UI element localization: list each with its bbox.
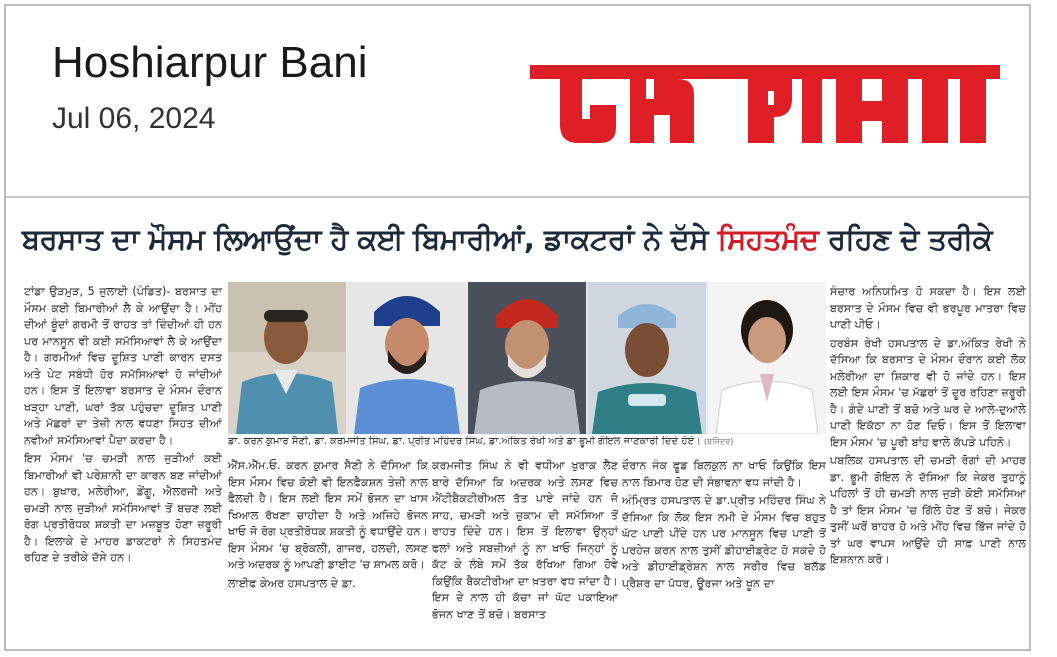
column-paragraph: ਹਰਬੰਸ ਰੇਖੀ ਹਸਪਤਾਲ ਦੇ ਡਾ.ਅੰਕਿਤ ਰੇਖੀ ਨੇ ਦੱਸਿਆ ਕਿ ਬਰਸਾਤ ਦੇ ਮੌਸਮ ਦੌਰਾਨ ਕਈ ਲੋਕ ਮਲੇਰੀਆ ਦਾ ਸ਼ਿਕਾਰ ਵੀ ਹੋ ਜਾਂਦੇ ਹਨ। ਇਸ ਲਈ ਇਸ ਮੌਸਮ 'ਚ ਮੱਛਰਾਂ ਤੋਂ ਦੂਰ ਰਹਿਣਾ ਜ਼ਰੂਰੀ ਹੈ। ਗੰਦੇ ਪਾਣੀ ਤੋਂ ਬਚੋ ਅਤੇ ਘਰ ਦੇ ਆਲੇ-ਦੁਆਲੇ ਪਾਣੀ ਇਕੱਠਾ ਨਾ ਹੋਣ ਦਿਓ। ਇਸ ਤੋਂ ਇਲਾਵਾ ਇਸ ਮੌਸਮ 'ਚ ਪੂਰੀ ਬਾਂਹ ਵਾਲੇ ਕੱਪੜੇ ਪਹਿਨੋ। <box>830 336 1026 449</box>
header-separator <box>6 196 1029 198</box>
caption-text: ਡਾ. ਕਰਨ ਕੁਮਾਰ ਸੈਣੀ, ਡਾ. ਕਰਮਜੀਤ ਸਿੰਘ, ਡਾ. ਪ੍ਰੀਤ ਮਹਿੰਦਰ ਸਿੰਘ, ਡਾ.ਅੰਕਿਤ ਰੇਖੀ ਅਤੇ ਡਾ ਭੂਮੀ ਗੋਇਲ ਜਾਣਕਾਰੀ ਦਿੰਦੇ ਹੋਏ। <box>228 436 701 447</box>
doctor-photo <box>588 282 706 434</box>
publication-date: Jul 06, 2024 <box>52 102 216 135</box>
publication-name: Hoshiarpur Bani <box>52 38 368 87</box>
column-paragraph: ਟਾਂਡਾ ਉੜਮੁੜ, 5 ਜੁਲਾਈ (ਪੰਡਿਤ)- ਬਰਸਾਤ ਦਾ ਮੌਸਮ ਕਈ ਬਿਮਾਰੀਆਂ ਲੈ ਕੇ ਆਉਂਦਾ ਹੈ। ਮੀਂਹ ਦੀਆਂ ਬੂੰਦਾਂ ਗਰਮੀ ਤੋਂ ਰਾਹਤ ਤਾਂ ਦਿੰਦੀਆਂ ਹੀ ਹਨ ਪਰ ਮਾਨਸੂਨ ਵੀ ਕਈ ਸਮੱਸਿਆਵਾਂ ਲੈ ਕੇ ਆਉਂਦਾ ਹੈ। ਗਰਮੀਆਂ ਵਿਚ ਦੂਸ਼ਿਤ ਪਾਣੀ ਕਾਰਨ ਦਸਤ ਅਤੇ ਪੇਟ ਸਬੰਧੀ ਹੋਰ ਸਮੱਸਿਆਵਾਂ ਹੋ ਜਾਂਦੀਆਂ ਹਨ। ਇਸ ਤੋਂ ਇਲਾਵਾ ਬਰਸਾਤ ਦੇ ਮੌਸਮ ਦੌਰਾਨ ਖੜ੍ਹਾ ਪਾਣੀ, ਘਰਾਂ ਤੱਕ ਪਹੁੰਚਦਾ ਦੂਸ਼ਿਤ ਪਾਣੀ ਅਤੇ ਮੱਛਰਾਂ ਦਾ ਤੇਜ਼ੀ ਨਾਲ ਵਧਣਾ ਸਿਹਤ ਦੀਆਂ ਨਵੀਆਂ ਸਮੱਸਿਆਵਾਂ ਪੈਦਾ ਕਰਦਾ ਹੈ। <box>24 285 222 447</box>
doctor-photo <box>348 282 466 434</box>
article-column-2 <box>228 458 428 634</box>
photo-caption <box>228 436 826 454</box>
article-column-1 <box>24 284 222 634</box>
article-headline <box>22 222 1032 257</box>
doctors-photo-strip <box>228 282 826 434</box>
headline-part1: ਬਰਸਾਤ ਦਾ ਮੌਸਮ ਲਿਆਉਂਦਾ ਹੈ ਕਈ ਬਿਮਾਰੀਆਂ, ਡਾਕਟਰਾਂ ਨੇ ਦੱਸੇ <box>22 222 718 256</box>
column-paragraph: ਲਾਈਫ ਕੇਅਰ ਹਸਪਤਾਲ ਦੇ ਡਾ. <box>228 576 356 590</box>
article-column-4 <box>622 458 826 634</box>
doctor-photo <box>708 282 826 434</box>
caption-credit: (ਬਜਿੰਦਰ) <box>704 437 734 446</box>
newspaper-logo <box>530 55 1000 165</box>
headline-highlight: ਸਿਹਤਮੰਦ <box>717 222 819 256</box>
column-paragraph: ਇਸ ਮੌਸਮ 'ਚ ਚਮੜੀ ਨਾਲ ਜੁੜੀਆਂ ਕਈ ਬਿਮਾਰੀਆਂ ਵੀ ਪਰੇਸ਼ਾਨੀ ਦਾ ਕਾਰਨ ਬਣ ਜਾਂਦੀਆਂ ਹਨ। ਬੁਖਾਰ, ਮਲੇਰੀਆ, ਡੇਂਗੂ, ਐਲਰਜੀ ਅਤੇ ਚਮੜੀ ਨਾਲ ਜੁੜੀਆਂ ਸਮੱਸਿਆਵਾਂ ਤੋਂ ਬਚਣ ਲਈ ਰੋਗ ਪ੍ਰਤੀਰੋਧਕ ਸ਼ਕਤੀ ਦਾ ਮਜ਼ਬੂਤ ਹੋਣਾ ਜ਼ਰੂਰੀ ਹੈ। ਇਲਾਕੇ ਦੇ ਮਾਹਰ ਡਾਕਟਰਾਂ ਨੇ ਸਿਹਤਮੰਦ ਰਹਿਣ ਦੇ ਤਰੀਕੇ ਦੱਸੇ ਹਨ। <box>24 452 222 564</box>
article-column-3 <box>432 458 618 634</box>
headline-part2: ਰਹਿਣ ਦੇ ਤਰੀਕੇ <box>818 222 992 256</box>
column-paragraph: ਕਰਮਜੀਤ ਸਿੰਘ ਨੇ ਵੀ ਵਧੀਆ ਖੁਰਾਕ ਲੈਣ ਬਾਰੇ ਦੱਸਿਆ ਕਿ ਅਦਰਕ ਅਤੇ ਲਸਣ ਵਿਚ ਐਂਟੀਬੈਕਟੀਰੀਅਲ ਤੱਤ ਪਾਏ ਜਾਂਦੇ ਹਨ ਜੋ ਸਾਹ, ਚਮੜੀ ਅਤੇ ਜ਼ੁਕਾਮ ਦੀ ਸਮੱਸਿਆ ਤੋਂ ਰਾਹਤ ਦਿੰਦੇ ਹਨ। ਇਸ ਤੋਂ ਇਲਾਵਾ ਉਨ੍ਹਾਂ ਫਲਾਂ ਅਤੇ ਸਬਜ਼ੀਆਂ ਨੂੰ ਨਾ ਖਾਓ ਜਿਨ੍ਹਾਂ ਨੂੰ ਕੱਟ ਕੇ ਲੰਬੇ ਸਮੇਂ ਤੱਕ ਰੱਖਿਆ ਗਿਆ ਹੋਵੇ ਕਿਉਂਕਿ ਬੈਕਟੀਰੀਆ ਦਾ ਖ਼ਤਰਾ ਵਧ ਜਾਂਦਾ ਹੈ। ਇਸ ਦੇ ਨਾਲ ਹੀ ਕੱਚਾ ਜਾਂ ਘੱਟ ਪਕਾਇਆ ਭੋਜਨ ਖਾਣ ਤੋਂ ਬਚੋ। ਬਰਸਾਤ <box>432 459 618 621</box>
column-paragraph: ਅੰਮ੍ਰਿਤ ਹਸਪਤਾਲ ਦੇ ਡਾ.ਪ੍ਰੀਤ ਮਹਿੰਦਰ ਸਿੰਘ ਨੇ ਦੱਸਿਆ ਕਿ ਲੋਕ ਇਸ ਨਮੀ ਦੇ ਮੌਸਮ ਵਿਚ ਬਹੁਤ ਘੱਟ ਪਾਣੀ ਪੀਂਦੇ ਹਨ ਪਰ ਮਾਨਸੂਨ ਵਿਚ ਪਾਣੀ ਤੋਂ ਪਰਹੇਜ਼ ਕਰਨ ਨਾਲ ਤੁਸੀਂ ਡੀਹਾਈਡ੍ਰੇਟ ਹੋ ਸਕਦੇ ਹੋ ਅਤੇ ਡੀਹਾਈਡ੍ਰੇਸ਼ਨ ਨਾਲ ਸਰੀਰ ਵਿਚ ਬਲੱਡ ਪ੍ਰੈਸ਼ਰ ਦਾ ਪੱਧਰ, ਊਰਜਾ ਅਤੇ ਖੂਨ ਦਾ <box>622 494 826 590</box>
doctor-photo <box>468 282 586 434</box>
column-paragraph: ਐੱਸ.ਐੱਮ.ਓ. ਕਰਨ ਕੁਮਾਰ ਸੈਣੀ ਨੇ ਦੱਸਿਆ ਕਿ ਇਸ ਮੌਸਮ ਵਿਚ ਕੋਈ ਵੀ ਇਨਫੈਕਸ਼ਨ ਤੇਜ਼ੀ ਨਾਲ ਫੈਲਦੀ ਹੈ। ਇਸ ਲਈ ਇਸ ਸਮੇਂ ਭੋਜਨ ਦਾ ਖਾਸ ਖਿਆਲ ਰੱਖਣਾ ਚਾਹੀਦਾ ਹੈ ਅਤੇ ਅਜਿਹੇ ਭੋਜਨ ਖਾਓ ਜੋ ਰੋਗ ਪ੍ਰਤੀਰੋਧਕ ਸ਼ਕਤੀ ਨੂੰ ਵਧਾਉਂਦੇ ਹਨ। ਇਸ ਮੌਸਮ 'ਚ ਬ੍ਰੋਕਲੀ, ਗਾਜਰ, ਹਲਦੀ, ਲਸਣ ਅਤੇ ਅਦਰਕ ਨੂੰ ਆਪਣੀ ਡਾਈਟ 'ਚ ਸ਼ਾਮਲ ਕਰੋ। <box>228 459 428 571</box>
column-paragraph: ਸੰਚਾਰ ਅਨਿਯਮਿਤ ਹੋ ਸਕਦਾ ਹੈ। ਇਸ ਲਈ ਬਰਸਾਤ ਦੇ ਮੌਸਮ ਵਿਚ ਵੀ ਭਰਪੂਰ ਮਾਤਰਾ ਵਿਚ ਪਾਣੀ ਪੀਓ। <box>830 285 1026 331</box>
column-paragraph: ਦੌਰਾਨ ਜੰਕ ਫੂਡ ਬਿਲਕੁਲ ਨਾ ਖਾਓ ਕਿਉਂਕਿ ਇਸ ਨਾਲ ਬਿਮਾਰ ਹੋਣ ਦੀ ਸੰਭਾਵਨਾ ਵਧ ਜਾਂਦੀ ਹੈ। <box>622 459 826 489</box>
doctor-photo <box>228 282 346 434</box>
article-column-5 <box>830 284 1026 634</box>
column-paragraph: ਪਬਲਿਕ ਹਸਪਤਾਲ ਦੀ ਚਮੜੀ ਰੋਗਾਂ ਦੀ ਮਾਹਰ ਡਾ. ਭੂਮੀ ਗੋਇਲ ਨੇ ਦੱਸਿਆ ਕਿ ਜੇਕਰ ਤੁਹਾਨੂੰ ਪਹਿਲਾਂ ਤੋਂ ਹੀ ਚਮੜੀ ਨਾਲ ਜੁੜੀ ਕੋਈ ਸਮੱਸਿਆ ਹੈ ਤਾਂ ਇਸ ਮੌਸਮ 'ਚ ਗਿੱਲੇ ਹੋਣ ਤੋਂ ਬਚੋ। ਜੇਕਰ ਤੁਸੀਂ ਘਰੋਂ ਬਾਹਰ ਹੋ ਅਤੇ ਮੀਂਹ ਵਿਚ ਭਿੱਜ ਜਾਂਦੇ ਹੋ ਤਾਂ ਘਰ ਵਾਪਸ ਆਉਂਦੇ ਹੀ ਸਾਫ਼ ਪਾਣੀ ਨਾਲ ਇਸ਼ਨਾਨ ਕਰੋ। <box>830 454 1026 566</box>
